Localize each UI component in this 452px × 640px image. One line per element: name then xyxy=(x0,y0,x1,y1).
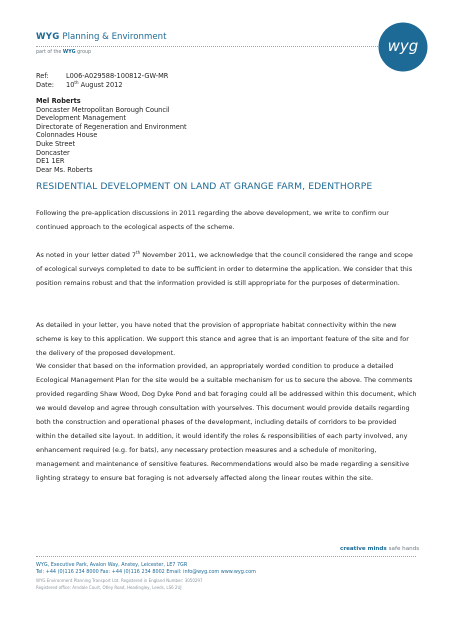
address-line: Colonnades House xyxy=(36,131,98,140)
paragraph-4: We consider that based on the information provided, an appropriately worded condition to produce a detailed Ecological Management Plan for the site would be a suitable mechanism for us to secure the above. The comments provided regarding Shaw Wood, Dog Dyke Pond and bat foraging could all be addressed within this document, which we would develop and agree through consultation with yourselves. This document would provide details regarding both the construction and operational phases of the development, including details of corridors to be provided within the detailed site layout. In addition, it would identify the roles & responsibilities of each party involved, any enhancement required (e.g. for bats), any necessary protection measures and a schedule of monitoring, management and maintenance of sensitive features. Recommendations would also be made regarding a sensitive lighting strategy to ensure bat foraging is not adversely affected along the linear routes within the site. xyxy=(36,362,417,482)
address-line: Duke Street xyxy=(36,139,76,148)
address-line: DE1 1ER xyxy=(36,157,65,166)
address-line: Doncaster xyxy=(36,148,70,157)
logo-text: wyg xyxy=(387,37,419,55)
paragraph-2: As noted in your letter dated 7th November 2011, we acknowledge that the council considered the range and scope of ecological surveys completed to date to be sufficient in order to determine the application. We consider that this position remains robust and that the information provided is still appropriate for the purposes of determination. xyxy=(36,249,413,287)
salutation: Dear Ms. Roberts xyxy=(36,166,93,174)
paragraph-3: As detailed in your letter, you have noted that the provision of appropriate habitat connectivity within the new scheme is key to this application. We support this stance and agree that is an important feature of the site and for the delivery of the proposed development. xyxy=(36,321,409,357)
date-value: 10th August 2012 xyxy=(66,79,123,89)
footer-address: WYG, Executive Park, Avalon Way, Anstey, Leicester, LE7 7GR xyxy=(36,562,188,568)
footer-tagline: creative minds safe hands xyxy=(340,546,420,552)
recipient-name: Mel Roberts xyxy=(36,97,81,105)
ref-value: L006-A029588-100812-GW-MR xyxy=(66,72,169,80)
letter-heading: RESIDENTIAL DEVELOPMENT ON LAND AT GRANGE FARM, EDENTHORPE xyxy=(36,181,373,192)
recipient-address xyxy=(36,97,187,166)
brand-wordmark: WYG xyxy=(36,32,60,42)
footer-dotted-divider xyxy=(36,556,416,557)
address-line: Directorate of Regeneration and Environment xyxy=(36,122,187,131)
brand-division: Planning & Environment xyxy=(62,32,167,42)
wyg-logo-icon xyxy=(378,22,428,72)
date-label: Date: xyxy=(36,80,54,89)
brand-subline: part of the WYG group xyxy=(36,50,92,55)
footer-contact: Tel: +44 (0)116 234 8000 Fax: +44 (0)116 234 8002 Email: info@wyg.com www.wyg.com xyxy=(36,569,256,575)
address-line: Development Management xyxy=(36,114,126,123)
address-line: Doncaster Metropolitan Borough Council xyxy=(36,105,170,114)
header-dotted-divider xyxy=(36,46,380,47)
footer-registered-office: Registered office: Arndale Court, Otley Road, Headingley, Leeds, LS6 2UJ xyxy=(36,585,182,590)
paragraph-1: Following the pre-application discussions in 2011 regarding the above development, we write to confirm our continued approach to the ecological aspects of the scheme. xyxy=(36,209,389,231)
reference-block xyxy=(36,72,168,89)
brand-name xyxy=(36,32,166,42)
footer-registration: WYG Environment Planning Transport Ltd. Registered in England Number: 3050297 xyxy=(36,578,203,583)
ref-label: Ref: xyxy=(36,72,49,80)
